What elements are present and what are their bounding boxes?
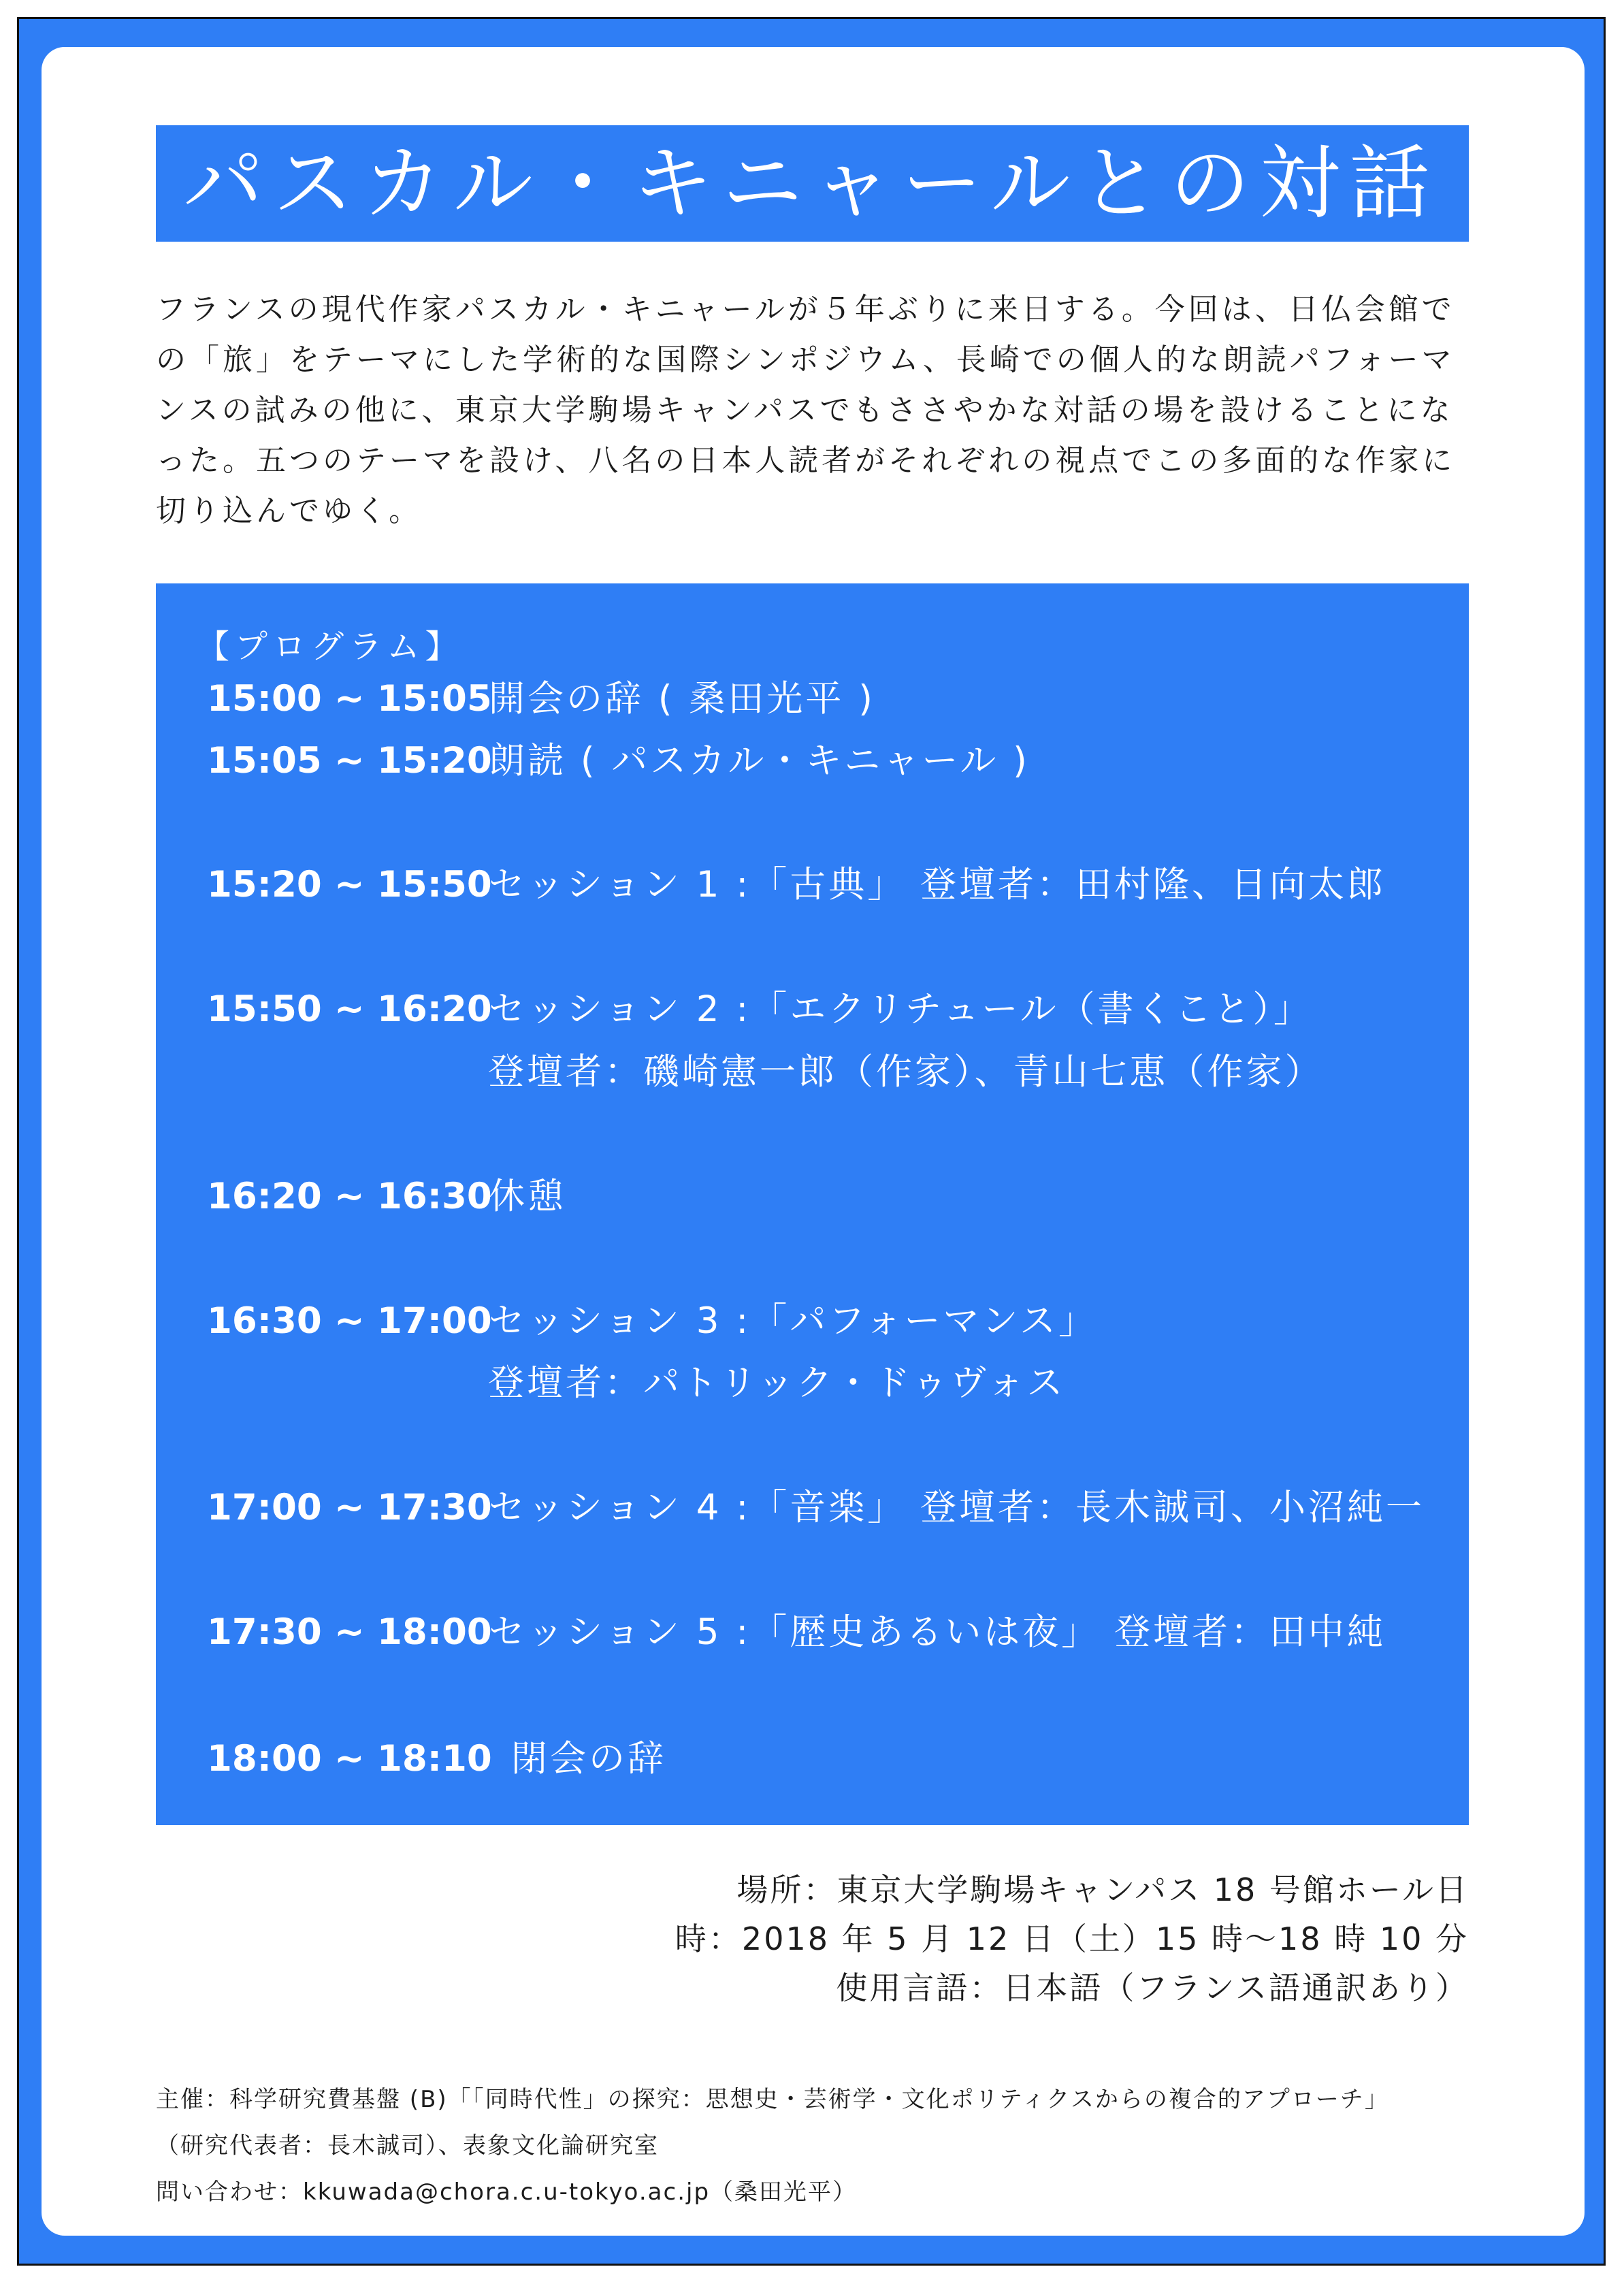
intro-paragraph: フランスの現代作家パスカル・キニャールが５年ぶりに来日する。今回は、日仏会館での「旅」をテーマにした学術的な国際シンポジウム、長崎での個人的な朗読パフォーマンスの試みの他に、東京大学駒場キャンパスでもささやかな対話の場を設けることになった。五つのテーマを設け、八名の日本人読者がそれぞれの視点でこの多面的な作家に切り込んでゆく。 bbox=[156, 292, 1456, 528]
program-speakers: 登壇者：磯崎憲一郎（作家）、青山七恵（作家） bbox=[488, 1051, 1324, 1093]
program-time: 15:50 ~ 16:20 bbox=[207, 988, 492, 1030]
program-row bbox=[207, 1173, 566, 1221]
contact-line: 問い合わせ：kkuwada@chora.c.u-tokyo.ac.jp（桑田光平） bbox=[156, 2178, 858, 2206]
program-row bbox=[207, 737, 1030, 785]
program-panel bbox=[156, 583, 1469, 1825]
program-desc: セッション 5 :「歴史あるいは夜」 登壇者：田中純 bbox=[489, 1611, 1386, 1653]
venue-info bbox=[0, 1865, 1624, 2015]
program-heading: 【プログラム】 bbox=[197, 628, 464, 666]
program-time: 17:30 ~ 18:00 bbox=[207, 1611, 492, 1653]
program-row bbox=[207, 986, 1312, 1033]
program-time: 17:00 ~ 17:30 bbox=[207, 1487, 492, 1528]
program-desc: 朗読 ( パスカル・キニャール ) bbox=[489, 740, 1030, 782]
representative-line: （研究代表者：長木誠司）、表象文化論研究室 bbox=[156, 2132, 659, 2159]
program-row bbox=[207, 1484, 1425, 1532]
program-row bbox=[207, 1735, 666, 1783]
page-title: パスカル・キニャールとの対話 bbox=[156, 125, 1469, 242]
program-row bbox=[207, 675, 875, 723]
program-time: 15:05 ~ 15:20 bbox=[207, 740, 492, 782]
program-row bbox=[207, 1609, 1386, 1656]
organizer-line: 主催：科学研究費基盤 (B)「「同時代性」の探究：思想史・芸術学・文化ポリティクスからの複合的アプローチ」 bbox=[156, 2086, 1389, 2113]
program-desc: 開会の辞 ( 桑田光平 ) bbox=[489, 678, 875, 720]
program-desc: セッション 3 :「パフォーマンス」 bbox=[489, 1300, 1097, 1342]
venue-line: 場所：東京大学駒場キャンパス 18 号館ホール日 bbox=[736, 1871, 1469, 1908]
program-desc: セッション 4 :「音楽」 登壇者：長木誠司、小沼純一 bbox=[489, 1487, 1425, 1528]
program-time: 15:00 ~ 15:05 bbox=[207, 678, 492, 720]
program-time: 16:20 ~ 16:30 bbox=[207, 1176, 492, 1217]
program-time: 15:20 ~ 15:50 bbox=[207, 864, 492, 905]
program-speakers: 登壇者：パトリック・ドゥヴォス bbox=[488, 1362, 1066, 1404]
program-desc: セッション 1 :「古典」 登壇者：田村隆、日向太郎 bbox=[489, 864, 1386, 905]
program-row bbox=[207, 1298, 1097, 1345]
program-row bbox=[207, 861, 1386, 909]
program-time: 16:30 ~ 17:00 bbox=[207, 1300, 492, 1342]
program-desc: 閉会の辞 bbox=[511, 1738, 666, 1780]
date-line: 時：2018 年 5 月 12 日（土）15 時〜18 時 10 分 bbox=[675, 1920, 1469, 1957]
program-desc: セッション 2 :「エクリチュール（書くこと）」 bbox=[489, 988, 1313, 1030]
program-time: 18:00 ~ 18:10 bbox=[207, 1738, 492, 1780]
language-line: 使用言語：日本語（フランス語通訳あり） bbox=[836, 1969, 1469, 2006]
program-desc: 休憩 bbox=[489, 1176, 566, 1217]
